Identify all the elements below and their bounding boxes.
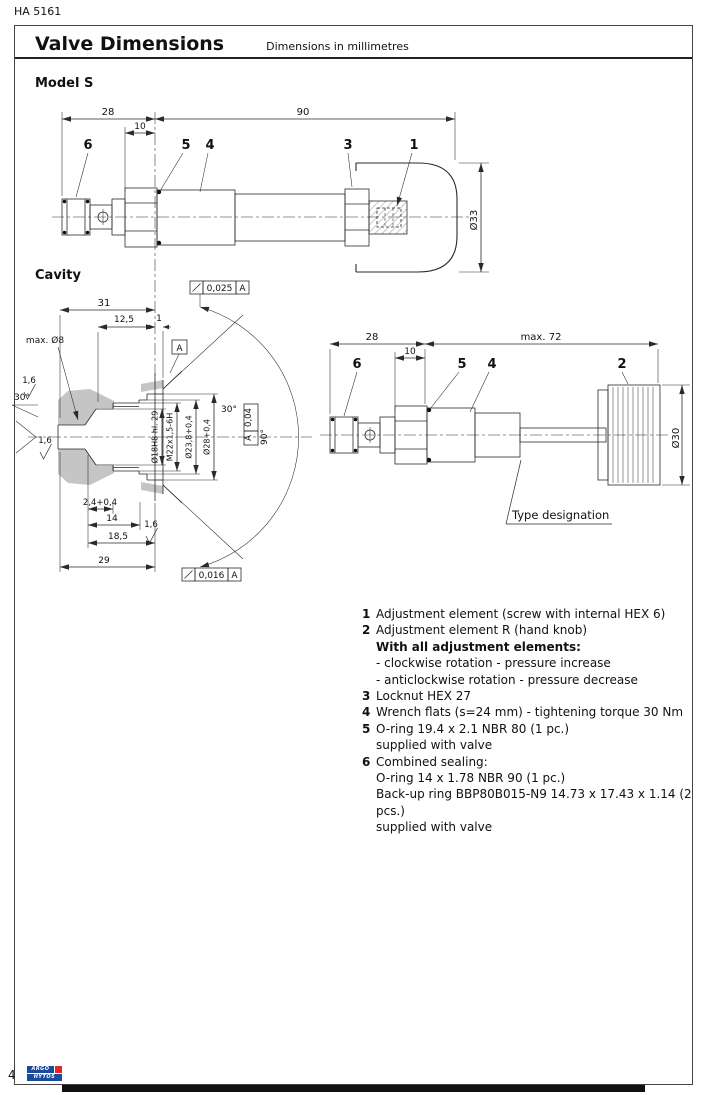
- datum-label: A: [176, 344, 183, 354]
- logo-red-square: [55, 1066, 62, 1073]
- section-label-cavity: Cavity: [35, 268, 81, 283]
- legend-text: O-ring 14 x 1.78 NBR 90 (1 pc.): [376, 771, 566, 786]
- seal-ring-dot: [331, 449, 335, 453]
- model-r-drawing: [320, 332, 690, 524]
- legend-line: [362, 721, 694, 737]
- callout-5: 5: [457, 357, 467, 372]
- roughness-icon: [146, 528, 158, 543]
- legend-text: - anticlockwise rotation - pressure decrease: [376, 672, 638, 687]
- argo-hytos-logo: [27, 1066, 67, 1082]
- legend-text: supplied with valve: [376, 738, 493, 753]
- seal-ring-dot: [86, 231, 90, 235]
- legend-text: Wrench flats (s=24 mm) - tightening torque 30 Nm: [376, 705, 684, 720]
- valve-tube: [235, 194, 345, 241]
- cone-ext-line: [163, 485, 243, 559]
- dim-29: 29: [98, 556, 110, 566]
- legend-line: [362, 688, 694, 704]
- legend-line: [362, 672, 694, 688]
- dim-24: 2,4+0,4: [82, 498, 118, 508]
- doc-code: HA 5161: [14, 5, 62, 18]
- angle-90: 90°: [260, 429, 270, 445]
- legend-text: O-ring 19.4 x 2.1 NBR 80 (1 pc.): [376, 721, 570, 736]
- dim-1: 1: [156, 314, 162, 324]
- dim-max72: max. 72: [520, 332, 562, 343]
- legend-text: Locknut HEX 27: [376, 689, 472, 704]
- legend-line: [362, 737, 694, 753]
- legend-line: [362, 704, 694, 720]
- seal-ring-dot: [331, 418, 335, 422]
- dim-28: 28: [365, 332, 379, 343]
- dim-dia238: Ø23,8+0,4: [184, 415, 194, 459]
- legend-num: [362, 786, 376, 819]
- tol-top-value: 0,025: [206, 284, 233, 294]
- adjustment-screw: [369, 201, 407, 234]
- page-number: 4: [8, 1068, 16, 1082]
- datum-leader: [170, 354, 179, 373]
- dim-m22: M22x1,5-6H: [165, 412, 175, 462]
- o-ring-dot: [427, 458, 431, 462]
- tol-bottom-datum: A: [231, 571, 238, 581]
- seal-ring-dot: [86, 200, 90, 204]
- dim-max-dia8: max. Ø8: [25, 336, 65, 346]
- o-ring-dot: [157, 241, 161, 245]
- legend-num: 3: [362, 689, 371, 704]
- leader-3: [348, 153, 352, 187]
- footer-bar: [62, 1085, 645, 1092]
- legend-text: With all adjustment elements:: [376, 639, 581, 654]
- angle-30-left: 30°: [14, 393, 30, 403]
- dim-28: 28: [101, 107, 115, 118]
- legend-num: [362, 639, 376, 655]
- dim-10: 10: [404, 347, 416, 357]
- seal-ring-dot: [354, 418, 358, 422]
- type-designation-label: Type designation: [512, 508, 610, 522]
- legend-text: - clockwise rotation - pressure increase: [376, 656, 611, 671]
- leader-2: [622, 372, 628, 384]
- legend-line: [362, 754, 694, 770]
- section-wall: [141, 482, 163, 494]
- cavity-drawing: [12, 281, 312, 581]
- callout-2: 2: [617, 357, 627, 372]
- leader-6: [76, 153, 88, 197]
- section-wall: [58, 389, 114, 425]
- roughness-2: 1,6: [38, 436, 52, 446]
- slope-symbol-icon: [193, 284, 201, 292]
- model-s-drawing: [52, 107, 489, 380]
- legend-line: [362, 819, 694, 835]
- seal-ring-dot: [354, 449, 358, 453]
- callout-3: 3: [343, 138, 353, 153]
- slope-symbol-icon: [185, 571, 193, 579]
- leader-5: [430, 372, 459, 409]
- legend-line: [362, 606, 694, 622]
- tol-mid-datum: A: [244, 435, 254, 441]
- legend-text: supplied with valve: [376, 820, 493, 835]
- callout-1: 1: [409, 138, 419, 153]
- seal-ring-dot: [63, 200, 67, 204]
- section-label-model-s: Model S: [35, 76, 94, 91]
- logo-hytos-text: HYTOS: [27, 1074, 62, 1081]
- legend-num: 4: [362, 705, 371, 720]
- page-subtitle: Dimensions in millimetres: [266, 40, 409, 53]
- logo-argo-text: ARGO: [27, 1066, 54, 1073]
- dim-14: 14: [106, 514, 118, 524]
- roughness-3: 1,6: [144, 520, 158, 530]
- legend-text: Adjustment element (screw with internal HEX 6): [376, 607, 666, 621]
- legend-line: [362, 639, 694, 655]
- dim-10: 10: [134, 122, 146, 132]
- tol-bottom-value: 0,016: [198, 571, 225, 581]
- tol-top-datum: A: [239, 284, 246, 294]
- valve-hex: [125, 188, 157, 247]
- leader-5: [160, 153, 183, 191]
- callout-4: 4: [205, 138, 215, 153]
- callout-4: 4: [487, 357, 497, 372]
- legend-num: [362, 737, 376, 753]
- callout-5: 5: [181, 138, 191, 153]
- dim-dia18: Ø18H8 hl. 29: [150, 410, 160, 464]
- angle-30-lines: [12, 405, 38, 417]
- legend-text: Adjustment element R (hand knob): [376, 623, 588, 638]
- legend-num: [362, 819, 376, 835]
- section-wall: [58, 449, 114, 485]
- legend-num: [362, 655, 376, 671]
- dim-125: 12,5: [113, 315, 135, 325]
- dim-dia28: Ø28+0,4: [202, 419, 212, 455]
- dim-185: 18,5: [107, 532, 129, 542]
- dim-90: 90: [296, 107, 310, 118]
- legend-num: 5: [362, 721, 371, 736]
- page-title: Valve Dimensions: [35, 33, 225, 55]
- o-ring-dot: [157, 190, 161, 194]
- angle-30-right: 30°: [221, 405, 237, 415]
- dim-dia33: Ø33: [469, 209, 480, 231]
- legend-num: 1: [362, 607, 371, 621]
- seal-ring-dot: [63, 231, 67, 235]
- legend-num: [362, 672, 376, 688]
- legend-line: [362, 622, 694, 638]
- dim-31: 31: [97, 298, 111, 309]
- legend: [362, 606, 694, 836]
- legend-num: 6: [362, 754, 371, 769]
- roughness-1: 1,6: [22, 376, 36, 386]
- section-wall: [141, 380, 163, 392]
- leader-6: [344, 372, 357, 416]
- leader-4: [200, 153, 208, 192]
- callout-6: 6: [352, 357, 362, 372]
- tol-mid-value: 0,04: [244, 408, 254, 427]
- legend-line: [362, 655, 694, 671]
- leader-1: [397, 153, 412, 206]
- legend-line: [362, 770, 694, 786]
- callout-6: 6: [83, 138, 93, 153]
- cone-ext-line: [163, 315, 243, 389]
- dim-1-arrows: [149, 325, 169, 330]
- legend-text: Combined sealing:: [376, 754, 488, 769]
- leader-4: [470, 372, 489, 412]
- legend-num: 2: [362, 623, 371, 638]
- legend-text: Back-up ring BBP80B015-N9 14.73 x 17.43 x 1.14 (2 pcs.): [376, 787, 692, 818]
- valve-body: [157, 190, 235, 245]
- dim-dia30: Ø30: [671, 427, 682, 449]
- roughness-icon: [40, 444, 52, 459]
- o-ring-dot: [427, 408, 431, 412]
- locknut: [345, 189, 369, 246]
- legend-line: [362, 786, 694, 819]
- legend-num: [362, 770, 376, 786]
